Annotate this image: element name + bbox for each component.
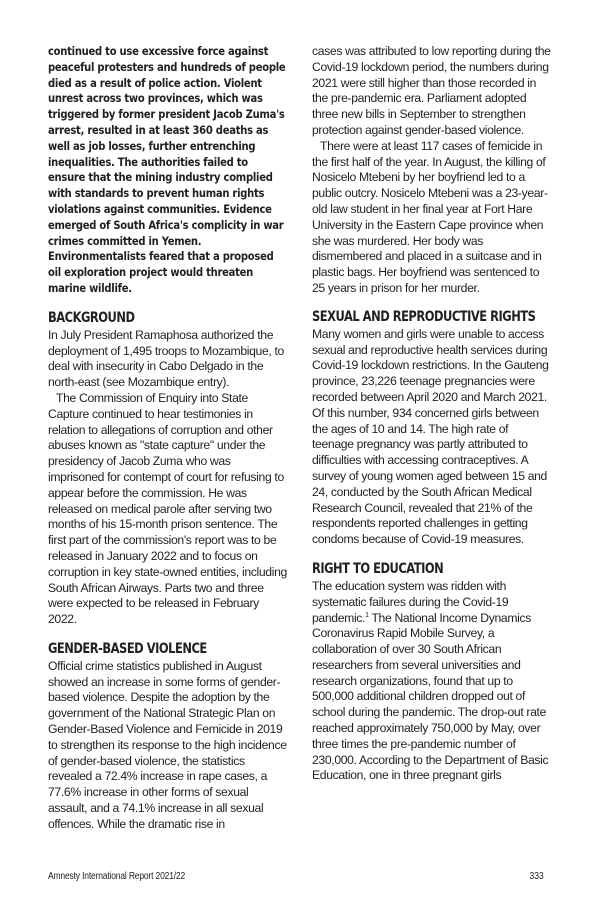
background-paragraph-2: The Commission of Enquiry into State Capture continued to hear testimonies in relation to allegations of corruption and other abuses known as "state capture" under the presidency of Jacob Zuma who was imprisoned for contempt of court for refusing to appear before the commission. He was released on medical parole after serving two months of his 15-month prison sentence. The first part of the commission's report was to be released in January 2022 and to focus on corruption in key state-owned entities, including South African Airways. Parts two and three were expected to be released in February 2022. [48, 390, 287, 627]
reproductive-rights-paragraph-1: Many women and girls were unable to access sexual and reproductive health services during Covid-19 lockdown restrictions. In the Gauteng province, 23,226 teenage pregnancies were recorded between April 2020 and March 2021. Of this number, 934 concerned girls between the ages of 10 and 14. The high rate of teenage pregnancy was partly attributed to difficulties with accessing contraceptives. A survey of young women aged between 15 and 24, conducted by the South African Medical Research Council, revealed that 21% of the respondents reported challenges in getting condoms because of Covid-19 measures. [312, 326, 549, 547]
page-number: 333 [529, 871, 544, 882]
gender-violence-paragraph-1-continued: cases was attributed to low reporting during the Covid-19 lockdown period, the numbers during 2021 were still higher than those recorded in the pre-pandemic era. Parliament adopted three new bills in September to strengthen protection against gender-based violence. [312, 44, 551, 137]
right-column [312, 44, 552, 784]
gender-violence-paragraph-2: There were at least 117 cases of femicide in the first half of the year. In August, the killing of Nosicelo Mtebeni by her boyfriend led to a public outcry. Nosicelo Mtebeni was a 23-year-old law student in her final year at Fort Hare University in the Eastern Cape province when she was murdered. Her body was dismembered and placed in a suitcase and in plastic bags. Her boyfriend was sentenced to 25 years in prison for her murder. [312, 138, 548, 295]
section-heading-right-to-education: RIGHT TO EDUCATION [312, 560, 444, 577]
education-text-before-footnote: The education system was ridden with systematic failures during the Covid-19 pandemic. [312, 578, 509, 625]
education-text-after-footnote: The National Income Dynamics Coronavirus Rapid Mobile Survey, a collaboration of over 30 South African researchers from several universities and research organizations, found that up to 500,000 additional children dropped out of school during the pandemic. The drop-out rate reached approximately 750,000 by May, over three times the pre-pandemic number of 230,000. According to the Department of Basic Education, one in three pregnant girls [312, 610, 549, 783]
publication-title: Amnesty International Report 2021/22 [48, 871, 186, 882]
footnote-reference-1[interactable]: 1 [365, 611, 369, 619]
country-summary: continued to use excessive force against peaceful protesters and hundreds of people died as a result of police action. Violent unrest across two provinces, which was triggered by former president Jacob Zuma's arrest, resulted in at least 360 deaths as well as job losses, further entrenching inequalities. The authorities failed to ensure that the mining industry complied with standards to prevent human rights violations against communities. Evidence emerged of South Africa's complicity in war crimes committed in Yemen. Environmentalists feared that a proposed oil exploration project would threaten marine wildlife. [48, 45, 286, 295]
section-heading-sexual-reproductive-rights: SEXUAL AND REPRODUCTIVE RIGHTS [312, 308, 536, 325]
background-paragraph-1: In July President Ramaphosa authorized the deployment of 1,495 troops to Mozambique, to deal with insecurity in Cabo Delgado in the north-east (see Mozambique entry). [48, 327, 284, 390]
gender-violence-paragraph-1: Official crime statistics published in August showed an increase in some forms of gender-based violence. Despite the adoption by the government of the National Strategic Plan on Gender-Based Violence and Femicide in 2019 to strengthen its response to the high incidence of gender-based violence, the statistics revealed a 72.4% increase in rape cases, a 77.6% increase in other forms of sexual assault, and a 74.1% increase in all sexual offences. While the dramatic rise in [48, 658, 287, 831]
section-heading-background: BACKGROUND [48, 309, 135, 326]
left-column [48, 44, 288, 833]
education-paragraph-1 [312, 579, 552, 784]
section-heading-gender-based-violence: GENDER-BASED VIOLENCE [48, 640, 207, 657]
